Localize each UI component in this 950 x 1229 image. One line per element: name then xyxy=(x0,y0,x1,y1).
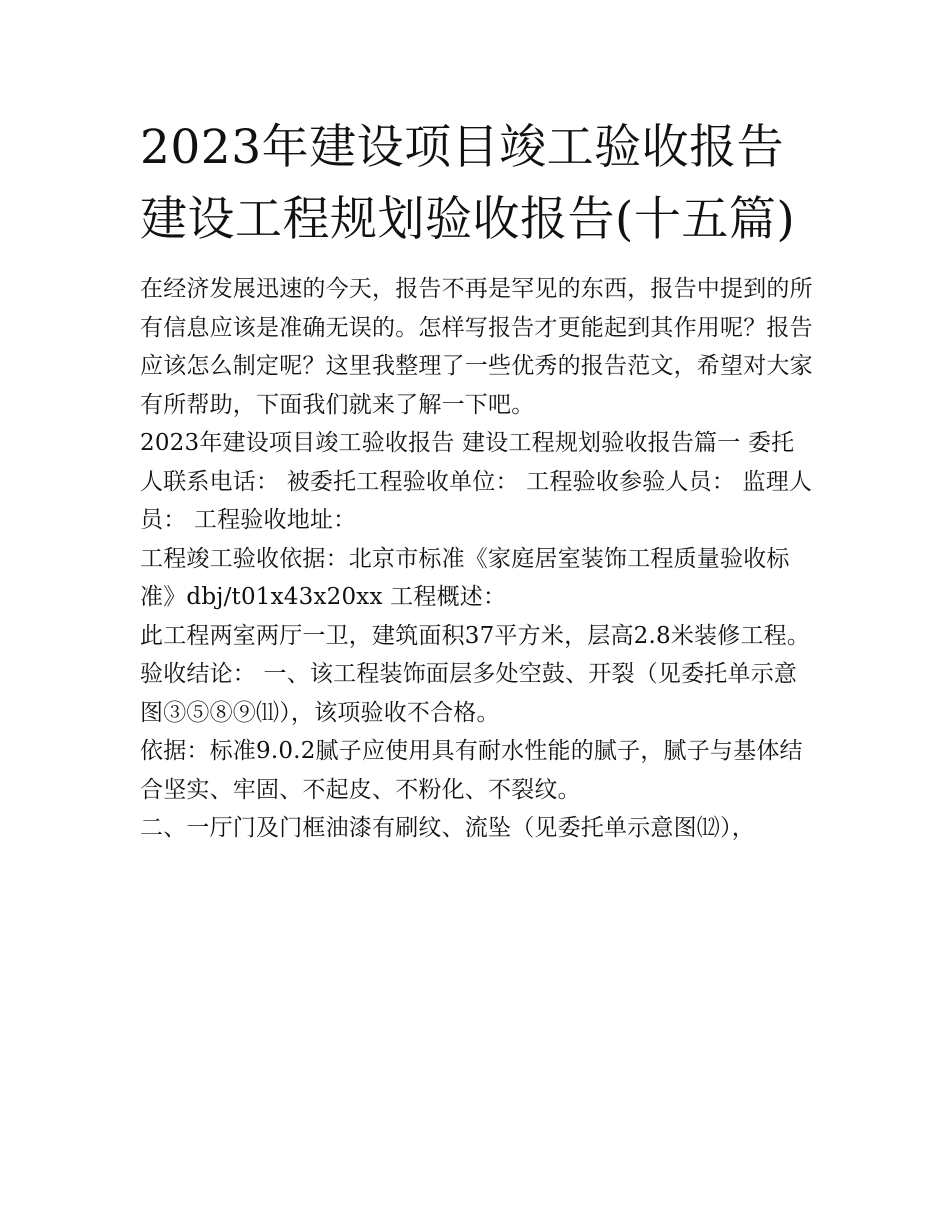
document-body xyxy=(140,112,816,848)
paragraph-conclusion-1: 此工程两室两厅一卫，建筑面积37平方米，层高2.8米装修工程。 验收结论： 一、该工程装饰面层多处空鼓、开裂（见委托单示意图③⑤⑧⑨⑾），该项验收不合格。 xyxy=(140,622,811,726)
paragraph-basis: 工程竣工验收依据：北京市标准《家庭居室装饰工程质量验收标准》dbj/t01x43x20xx 工程概述： xyxy=(140,545,790,610)
paragraph-contact-info: 2023年建设项目竣工验收报告 建设工程规划验收报告篇一 委托人联系电话： 被委托工程验收单位： 工程验收参验人员： 监理人员： 工程验收地址： xyxy=(140,430,813,533)
paragraph-standard: 依据：标准9.0.2腻子应使用具有耐水性能的腻子，腻子与基体结合坚实、牢固、不起皮、不粉化、不裂纹。 xyxy=(140,738,803,803)
paragraph-conclusion-2: 二、一厅门及门框油漆有刷纹、流坠（见委托单示意图⑿）， xyxy=(140,815,755,841)
document-title: 2023年建设项目竣工验收报告 建设工程规划验收报告(十五篇) xyxy=(140,120,796,247)
paragraph-intro: 在经济发展迅速的今天，报告不再是罕见的东西，报告中提到的所有信息应该是准确无误的。怎样写报告才更能起到其作用呢？报告应该怎么制定呢？这里我整理了一些优秀的报告范文，希望对大家有所帮助，下面我们就来了解一下吧。 xyxy=(140,276,813,418)
